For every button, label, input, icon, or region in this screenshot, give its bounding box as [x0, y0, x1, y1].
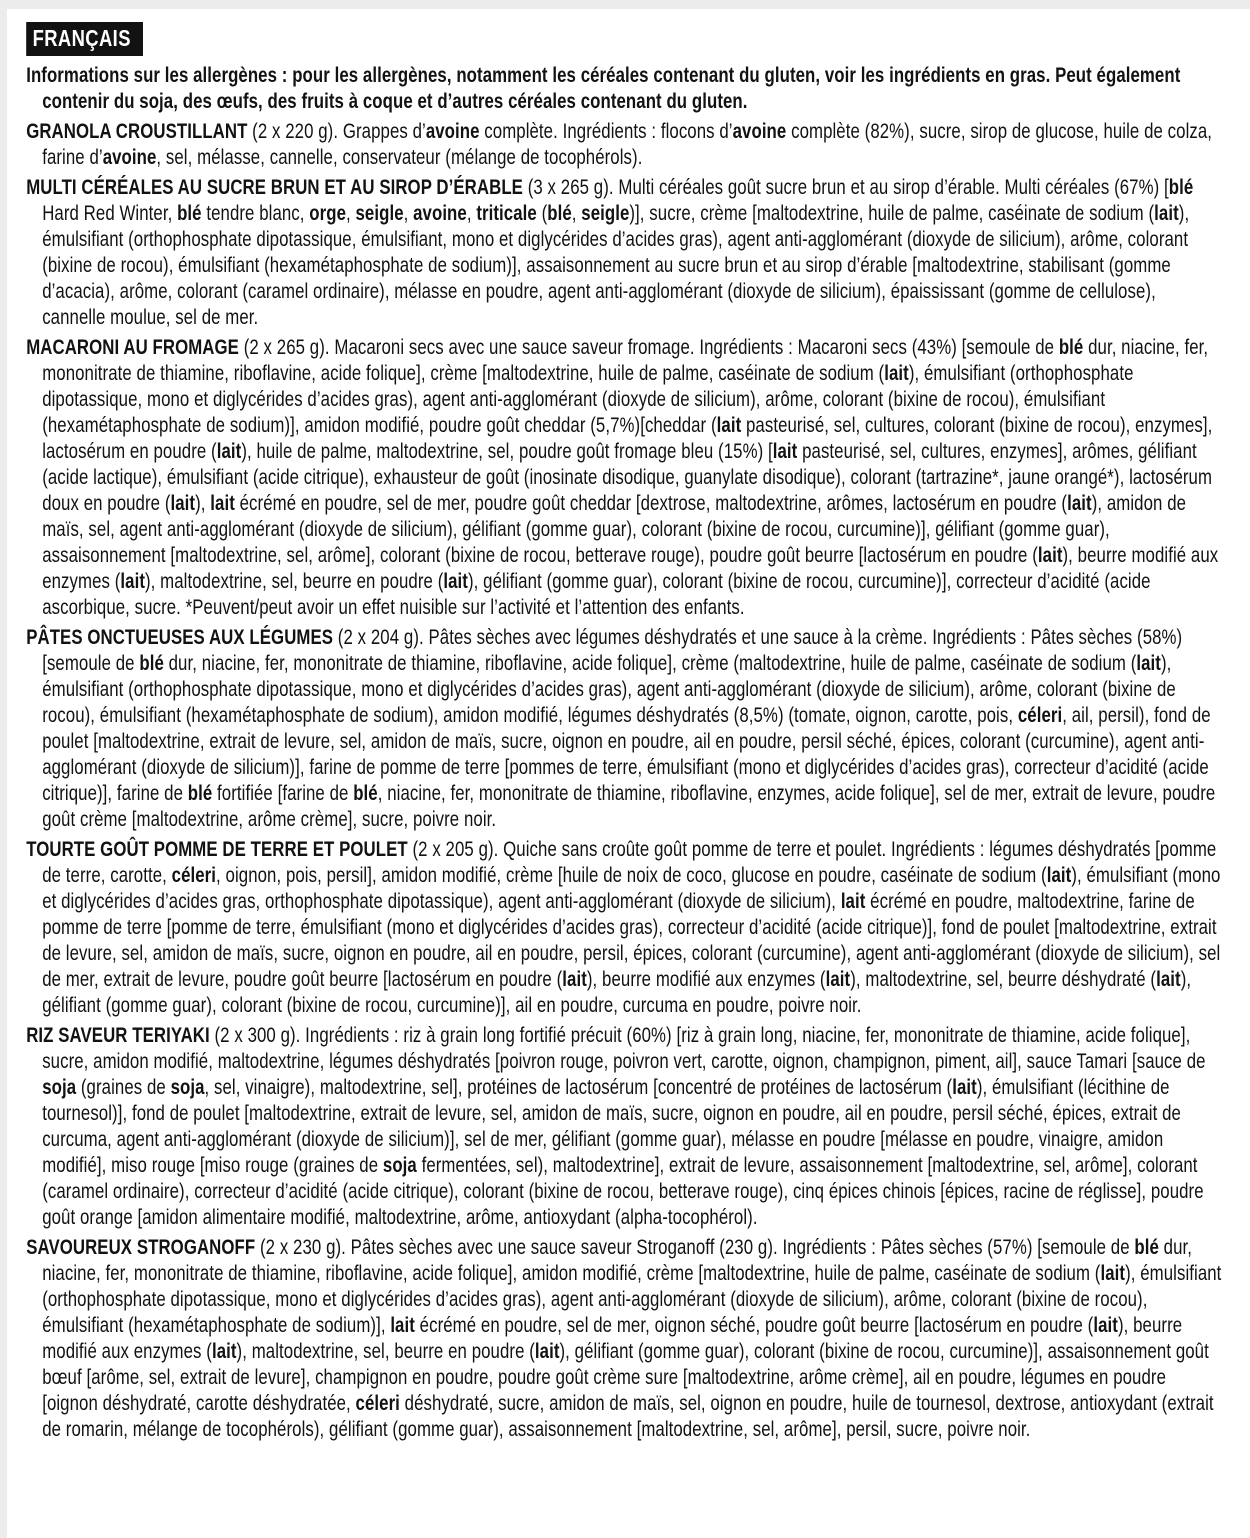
section-tourte-poulet — [26, 837, 1222, 1019]
product-body-pates: (2 x 204 g). Pâtes sèches avec légumes déshydratés et une sauce à la crème. Ingrédients : Pâtes sèches (58%) [semoule de blé dur, niacine, fer, mononitrate de thiamine, riboflavine, acide folique], crème (maltodextrine, huile de palme, caséinate de sodium (lait), émulsifiant (orthophosphate dipotassique, mono et diglycérides d’acides gras), agent anti-agglomérant (dioxyde de silicium), arôme, colorant (bixine de rocou), émulsifiant (hexamétaphosphate de sodium), amidon modifié, légumes déshydratés (8,5%) (tomate, oignon, carotte, pois, céleri, ail, persil), fond de poulet [maltodextrine, extrait de levure, sel, amidon de maïs, sucre, oignon en poudre, ail en poudre, persil séché, épices, colorant (curcumine), agent anti-agglomérant (dioxyde de silicium)], farine de pomme de terre [pommes de terre, émulsifiant (mono et diglycérides d’acides gras), correcteur d’acidité (acide citrique)], farine de blé fortifiée [farine de blé, niacine, fer, mononitrate de thiamine, riboflavine, enzymes, acide folique], sel de mer, extrait de levure, poudre goût crème [maltodextrine, arôme crème], sucre, poivre noir. — [42, 626, 1216, 831]
section-riz-teriyaki — [26, 1023, 1222, 1231]
label-content — [7, 12, 1250, 1447]
product-heading-macaroni: MACARONI AU FROMAGE — [26, 336, 239, 359]
product-body-tourte: (2 x 205 g). Quiche sans croûte goût pomme de terre et poulet. Ingrédients : légumes déshydratés [pomme de terre, carotte, céleri, oignon, pois, persil], amidon modifié, crème [huile de noix de coco, glucose en poudre, caséinate de sodium (lait), émulsifiant (mono et diglycérides d’acides gras, orthophosphate dipotassique), agent anti-agglomérant (dioxyde de silicium), lait écrémé en poudre, maltodextrine, farine de pomme de terre [pomme de terre, émulsifiant (mono et diglycérides d’acides gras), correcteur d’acidité (acide citrique)], fond de poulet [maltodextrine, extrait de levure, sel, amidon de maïs, sucre, oignon en poudre, ail en poudre, persil, épices, colorant (curcumine), agent anti-agglomérant (dioxyde de silicium), sel de mer, extrait de levure, poudre goût beurre [lactosérum en poudre (lait), beurre modifié aux enzymes (lait), maltodextrine, sel, beurre déshydraté (lait), gélifiant (gomme guar), colorant (bixine de rocou, curcumine)], ail en poudre, curcuma en poudre, poivre noir. — [42, 838, 1221, 1017]
product-body-multi-cereales: (3 x 265 g). Multi céréales goût sucre brun et au sirop d’érable. Multi céréales (67%) [blé Hard Red Winter, blé tendre blanc, orge, seigle, avoine, triticale (blé, seigle)], sucre, crème [maltodextrine, huile de palme, caséinate de sodium (lait), émulsifiant (orthophosphate dipotassique, émulsifiant, mono et diglycérides d’acides gras), agent anti-agglomérant (dioxyde de silicium), arôme, colorant (bixine de rocou), émulsifiant (hexamétaphosphate de sodium)], assaisonnement au sucre brun et au sirop d’érable [maltodextrine, stabilisant (gomme d’acacia), arôme, colorant (caramel ordinaire), mélasse en poudre, agent anti-agglomérant (dioxyde de silicium), épaississant (gomme de cellulose), cannelle moulue, sel de mer. — [42, 176, 1194, 329]
product-heading-tourte: TOURTE GOÛT POMME DE TERRE ET POULET — [26, 838, 408, 861]
language-badge: FRANÇAIS — [26, 22, 143, 56]
allergen-info: Informations sur les allergènes : pour les allergènes, notamment les céréales contenant du gluten, voir les ingrédients en gras. Peut également contenir du soja, des œufs, des fruits à coque et d’autres céréales contenant du gluten. — [26, 64, 1181, 113]
product-body-macaroni: (2 x 265 g). Macaroni secs avec une sauce saveur fromage. Ingrédients : Macaroni secs (43%) [semoule de blé dur, niacine, fer, mononitrate de thiamine, riboflavine, acide folique], crème [maltodextrine, huile de palme, caséinate de sodium (lait), émulsifiant (orthophosphate dipotassique, mono et diglycérides d’acides gras), agent anti-agglomérant (dioxyde de silicium), arôme, colorant (bixine de rocou), émulsifiant (hexamétaphosphate de sodium)], amidon modifié, poudre goût cheddar (5,7%)[cheddar (lait pasteurisé, sel, cultures, colorant (bixine de rocou), enzymes], lactosérum en poudre (lait), huile de palme, maltodextrine, sel, poudre goût fromage bleu (15%) [lait pasteurisé, sel, cultures, enzymes], arômes, gélifiant (acide lactique), émulsifiant (acide citrique), exhausteur de goût (inosinate disodique, guanylate disodique), colorant (tartrazine*, jaune orangé*), lactosérum doux en poudre (lait), lait écrémé en poudre, sel de mer, poudre goût cheddar [dextrose, maltodextrine, arômes, lactosérum en poudre (lait), amidon de maïs, sel, agent anti-agglomérant (dioxyde de silicium), gélifiant (gomme guar), colorant (bixine de rocou, curcumine)], gélifiant (gomme guar), assaisonnement [maltodextrine, sel, arôme], colorant (bixine de rocou, betterave rouge), poudre goût beurre [lactosérum en poudre (lait), beurre modifié aux enzymes (lait), maltodextrine, sel, beurre en poudre (lait), gélifiant (gomme guar), colorant (bixine de rocou, curcumine)], correcteur d’acidité (acide ascorbique, sucre. *Peuvent/peut avoir un effet nuisible sur l’activité et l’attention des enfants. — [42, 336, 1219, 619]
product-body-granola: (2 x 220 g). Grappes d’avoine complète. Ingrédients : flocons d’avoine complète (82%), sucre, sirop de glucose, huile de colza, farine d’avoine, sel, mélasse, cannelle, conservateur (mélange de tocophérols). — [42, 120, 1213, 169]
section-macaroni-au-fromage — [26, 335, 1222, 621]
product-body-stroganoff: (2 x 230 g). Pâtes sèches avec une sauce saveur Stroganoff (230 g). Ingrédients : Pâtes sèches (57%) [semoule de blé dur, niacine, fer, mononitrate de thiamine, riboflavine, acide folique], amidon modifié, crème [maltodextrine, huile de palme, caséinate de sodium (lait), émulsifiant (orthophosphate dipotassique, mono et diglycérides d’acides gras), agent anti-agglomérant (dioxyde de silicium), arôme, colorant (bixine de rocou), émulsifiant (hexamétaphosphate de sodium)], lait écrémé en poudre, sel de mer, oignon séché, poudre goût beurre [lactosérum en poudre (lait), beurre modifié aux enzymes (lait), maltodextrine, sel, beurre en poudre (lait), gélifiant (gomme guar), colorant (bixine de rocou, curcumine)], assaisonnement goût bœuf [arôme, sel, extrait de levure], champignon en poudre, poudre goût crème sure [maltodextrine, arôme crème], ail en poudre, légumes en poudre [oignon déshydraté, carotte déshydratée, céleri déshydraté, sucre, amidon de maïs, sel, oignon en poudre, huile de tournesol, dextrose, antioxydant (extrait de romarin, mélange de tocophérols), gélifiant (gomme guar), assaisonnement [maltodextrine, sel, arôme], persil, sucre, poivre noir. — [42, 1236, 1222, 1441]
product-heading-pates: PÂTES ONCTUEUSES AUX LÉGUMES — [26, 626, 334, 649]
ingredients-list — [26, 119, 1222, 1443]
section-savoureux-stroganoff — [26, 1235, 1222, 1443]
product-heading-multi-cereales: MULTI CÉRÉALES AU SUCRE BRUN ET AU SIROP D’ÉRABLE — [26, 176, 523, 199]
product-heading-riz: RIZ SAVEUR TERIYAKI — [26, 1024, 210, 1047]
scan-edge-top — [0, 0, 1250, 9]
section-granola-croustillant — [26, 119, 1222, 171]
section-multi-cereales — [26, 175, 1222, 331]
product-heading-stroganoff: SAVOUREUX STROGANOFF — [26, 1236, 256, 1259]
scan-edge-left — [0, 0, 7, 1538]
product-body-riz: (2 x 300 g). Ingrédients : riz à grain long fortifié précuit (60%) [riz à grain long, niacine, fer, mononitrate de thiamine, acide folique], sucre, amidon modifié, maltodextrine, légumes déshydratés [poivron rouge, poivron vert, carotte, oignon, champignon, piment, ail], sauce Tamari [sauce de soja (graines de soja, sel, vinaigre), maltodextrine, sel], protéines de lactosérum [concentré de protéines de lactosérum (lait), émulsifiant (lécithine de tournesol)], fond de poulet [maltodextrine, extrait de levure, sel, amidon de maïs, sucre, oignon en poudre, ail en poudre, persil séché, épices, extrait de curcuma, agent anti-agglomérant (dioxyde de silicium)], sel de mer, gélifiant (gomme guar), mélasse en poudre [mélasse en poudre, vinaigre, amidon modifié], miso rouge [miso rouge (graines de soja fermentées, sel), maltodextrine], extrait de levure, assaisonnement [maltodextrine, sel, arôme], colorant (caramel ordinaire), correcteur d’acidité (acide citrique), colorant (bixine de rocou, betterave rouge), cinq épices chinois [épices, racine de réglisse], poudre goût orange [amidon alimentaire modifié, maltodextrine, arôme, antioxydant (alpha-tocophérol). — [42, 1024, 1206, 1229]
product-heading-granola: GRANOLA CROUSTILLANT — [26, 120, 248, 143]
section-pates-onctueuses — [26, 625, 1222, 833]
